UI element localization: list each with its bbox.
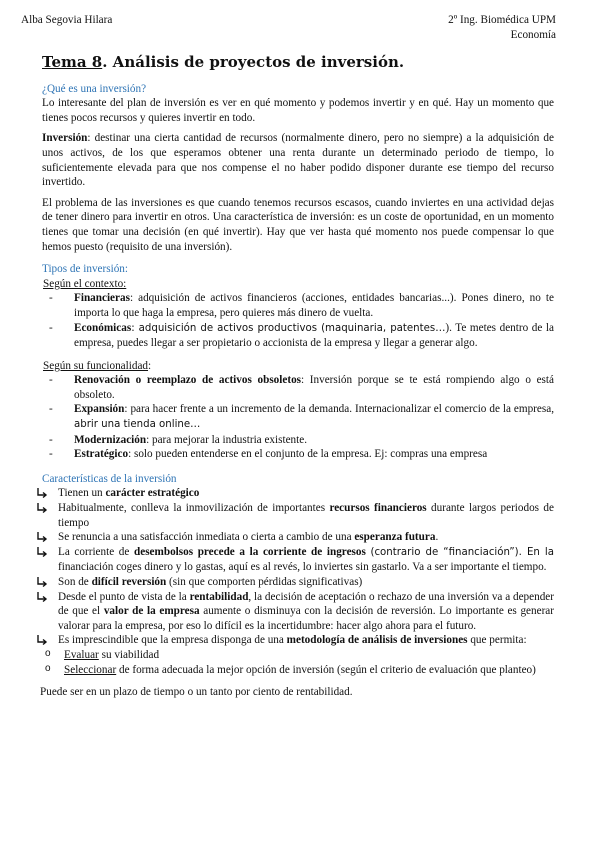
curved-arrow-icon: [36, 531, 48, 543]
item-text: Son de: [58, 576, 92, 588]
item-text: (sin que comporten pérdidas significativas): [166, 576, 363, 588]
item-text: , la decisión de aceptación o rechazo de una inversión va a depender de que el: [58, 590, 554, 618]
list-item: [42, 402, 554, 432]
curved-arrow-icon: [36, 634, 48, 646]
list-item: [42, 373, 554, 402]
item-bold: desembolsos precede a la corriente de ingresos: [134, 545, 366, 558]
list-item: [42, 321, 554, 351]
item-text: : para hacer frente a un incremento de la demanda. Internacionalizar el comercio de la empresa,: [124, 403, 554, 416]
item-text-sans: : adquisición de activos productivos (maquinaria, patentes…: [131, 322, 446, 334]
heading-tipos: Tipos de inversión:: [42, 263, 128, 276]
subheading-contexto: Según el contexto:: [43, 277, 127, 290]
item-bold: difícil reversión: [91, 576, 167, 588]
item-text: : solo pueden entenderse en el conjunto de la empresa. Ej: compras una empresa: [128, 448, 488, 461]
item-text: Desde el punto de vista de la: [58, 590, 190, 603]
item-text: ). Te metes dentro de la empresa, puedes llegar a ser propietario o accionista de la empresa y llegar a generar algo.: [74, 321, 554, 350]
definition-text: : destinar una cierta cantidad de recursos (normalmente dinero, pero no siempre) a la adquisición de unos activos, de los que esperamos obtener una renta durante un determinado periodo de tiempo, lo suficientemente elevada para que nos compense el no haber podido disponer durante ese tiempo del recurso invertido.: [42, 132, 554, 189]
item-text: : Inversión porque se te está rompiendo algo o está obsoleto.: [74, 374, 554, 401]
subheading-funcionalidad: [43, 359, 554, 374]
definition-paragraph: [42, 131, 554, 189]
problem-paragraph: El problema de las inversiones es que cuando tenemos recursos escasos, cuando inviertes en una actividad dejas de tener dinero para invertir en otros. Una característica de inversión: es un coste de oportunidad, en un momento tienes que tomar una decisión (en qué invertir). Hay que ver hasta qué momento nos puede compensar lo que hemos puesto (requisito de una inversión).: [42, 196, 554, 253]
item-bold: valor de la empresa: [103, 605, 200, 618]
curved-arrow-icon: [36, 546, 48, 558]
item-term: Económicas: [74, 321, 132, 334]
list-item: [36, 590, 554, 634]
curved-arrow-icon: [36, 591, 48, 603]
list-item: [42, 433, 554, 448]
item-term: Modernización: [74, 433, 147, 446]
list-item: [36, 633, 554, 648]
header-subject: Economía: [510, 29, 556, 41]
item-text: su viabilidad: [98, 648, 160, 661]
list-caracteristicas: [36, 486, 554, 648]
item-text: La corriente de: [58, 545, 135, 558]
header-course: 2º Ing. Biomédica UPM: [448, 14, 556, 26]
heading-caracteristicas: Características de la inversión: [42, 472, 177, 485]
curved-arrow-icon: [36, 576, 48, 588]
item-text: Habitualmente, conlleva la inmovilización de importantes: [58, 502, 330, 515]
item-text: durante largos periodos de tiempo: [58, 502, 554, 529]
list-item: [42, 663, 554, 678]
list-item: [36, 545, 554, 575]
item-bold: metodología de análisis de inversiones: [286, 634, 468, 647]
list-item: [36, 530, 554, 545]
list-metodologia: [42, 648, 554, 677]
list-item: [42, 291, 554, 320]
curved-arrow-icon: [36, 502, 48, 514]
item-bold: rentabilidad: [189, 590, 249, 603]
intro-paragraph: Lo interesante del plan de inversión es ver en qué momento y podemos invertir y en qué. Hay un momento que tienes pocos recursos y quieres invertir en todo.: [42, 97, 554, 124]
header-course-block: [448, 13, 556, 43]
subheading-funcionalidad-label: Según su funcionalidad: [43, 359, 149, 372]
item-text: que permita:: [467, 634, 527, 647]
page-title: [42, 55, 554, 70]
list-funcionalidad: [42, 373, 554, 462]
definition-term: Inversión: [42, 132, 88, 145]
list-item: [42, 648, 554, 663]
item-term: Estratégico: [74, 448, 129, 461]
heading-que-es: ¿Qué es una inversión?: [42, 82, 147, 95]
item-text: .: [435, 531, 439, 544]
item-text: aumente o disminuya con la decisión de reversión. Lo importante es generar valorar para la empresa, por eso lo difícil es la incertidumbre: hacer algo ahora para el futuro.: [58, 605, 554, 632]
item-term: Financieras: [74, 292, 130, 305]
item-text: de forma adecuada la mejor opción de inversión (según el criterio de evaluación que planteo): [116, 663, 536, 676]
curved-arrow-icon: [36, 487, 48, 499]
header-author: Alba Segovia Hilara: [21, 14, 113, 26]
list-contexto: [42, 291, 554, 350]
item-term: Renovación o reemplazo de activos obsoletos: [74, 374, 302, 387]
item-text: : para mejorar la industria existente.: [146, 433, 308, 446]
item-text: Tienen un: [58, 487, 106, 500]
list-item: [36, 501, 554, 530]
item-text: Es imprescindible que la empresa disponga de una: [58, 634, 287, 647]
list-item: [36, 486, 554, 501]
item-text: : adquisición de activos financieros (acciones, entidades bancarias...). Pones dinero, no te importa lo que haga la empresa, pero quieres más dinero de vuelta.: [74, 292, 554, 319]
item-underlined: Seleccionar: [64, 663, 117, 676]
item-text: Se renuncia a una satisfacción inmediata o cierta a cambio de una: [58, 531, 355, 544]
item-term: Expansión: [74, 403, 125, 416]
document-body: [42, 55, 554, 706]
item-text-sans: abrir una tienda online…: [74, 419, 201, 431]
item-bold: esperanza futura: [354, 531, 436, 544]
item-text: financiación coges dinero y lo gastas, aquí es al revés, lo inviertes sin gastarlo. Va a ser importante el tiempo.: [58, 561, 547, 574]
item-text-sans: (contrario de “financiación”). En la: [370, 546, 554, 558]
title-prefix: Tema 8: [42, 53, 103, 71]
subheading-colon: :: [148, 359, 152, 372]
item-bold: recursos financieros: [329, 502, 427, 515]
list-item: [36, 575, 554, 590]
closing-paragraph: Puede ser en un plazo de tiempo o un tanto por ciento de rentabilidad.: [40, 686, 353, 699]
item-bold: carácter estratégico: [105, 487, 200, 500]
item-underlined: Evaluar: [64, 648, 99, 661]
list-item: [42, 447, 554, 462]
title-rest: . Análisis de proyectos de inversión.: [102, 53, 405, 71]
